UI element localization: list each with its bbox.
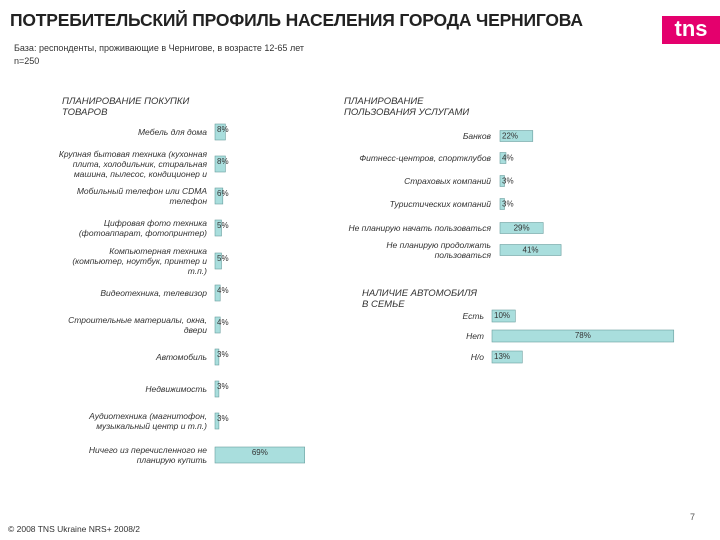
goods-value-label-4: 5% bbox=[217, 254, 229, 263]
goods-category-label-6: Строительные материалы, окна, двери bbox=[68, 315, 207, 335]
services-value-label-2: 3% bbox=[502, 176, 514, 186]
car-category-label-1: Нет bbox=[466, 331, 484, 341]
goods-category-label-10: Ничего из перечисленного не планирую купить bbox=[88, 445, 207, 465]
chart-title-car-line1: НАЛИЧИЕ АВТОМОБИЛЯ bbox=[362, 288, 477, 299]
services-category-label-4: Не планирую начать пользоваться bbox=[348, 223, 491, 233]
services-value-label-5: 41% bbox=[522, 245, 539, 255]
goods-value-label-9: 3% bbox=[217, 414, 229, 423]
services-value-label-0: 22% bbox=[502, 131, 519, 141]
goods-category-label-7: Автомобиль bbox=[155, 352, 207, 362]
car-category-label-2: Н/о bbox=[470, 352, 484, 362]
services-category-label-0: Банков bbox=[462, 131, 491, 141]
goods-value-label-10: 69% bbox=[251, 448, 268, 457]
page-number: 7 bbox=[690, 512, 696, 522]
car-value-label-0: 10% bbox=[494, 311, 511, 320]
car-value-label-2: 13% bbox=[494, 352, 511, 361]
chart-title-goods-line1: ПЛАНИРОВАНИЕ ПОКУПКИ bbox=[62, 96, 190, 107]
goods-value-label-0: 8% bbox=[217, 125, 229, 134]
copyright-footer: © 2008 TNS Ukraine NRS+ 2008/2 bbox=[8, 524, 141, 534]
goods-value-label-5: 4% bbox=[217, 286, 229, 295]
goods-category-label-5: Видеотехника, телевизор bbox=[100, 288, 207, 298]
goods-category-label-8: Недвижимость bbox=[145, 384, 207, 394]
goods-category-label-0: Мебель для дома bbox=[137, 127, 207, 137]
chart-title-services-line2: ПОЛЬЗОВАНИЯ УСЛУГАМИ bbox=[344, 107, 470, 118]
goods-value-label-7: 3% bbox=[217, 350, 229, 359]
chart-title-services-line1: ПЛАНИРОВАНИЕ bbox=[344, 96, 424, 107]
goods-category-label-3: Цифровая фото техника (фотоаппарат, фотопринтер) bbox=[78, 218, 207, 238]
goods-category-label-1: Крупная бытовая техника (кухонная плита, холодильник, стиральная машина, пылесос, кондиционер и bbox=[58, 149, 207, 179]
services-value-label-3: 3% bbox=[502, 199, 514, 209]
services-category-label-2: Страховых компаний bbox=[404, 176, 491, 186]
goods-value-label-3: 5% bbox=[217, 221, 229, 230]
services-value-label-4: 29% bbox=[513, 223, 530, 233]
sample-base-description: База: респонденты, проживающие в Чернигове, в возрасте 12-65 лет bbox=[14, 43, 305, 53]
goods-value-label-8: 3% bbox=[217, 382, 229, 391]
services-category-label-3: Туристических компаний bbox=[389, 199, 491, 209]
goods-value-label-2: 6% bbox=[217, 189, 229, 198]
goods-value-label-1: 8% bbox=[217, 157, 229, 166]
tns-logo: tns bbox=[662, 16, 720, 44]
goods-value-label-6: 4% bbox=[217, 318, 229, 327]
goods-category-label-4: Компьютерная техника (компьютер, ноутбук, принтер и т.п.) bbox=[72, 246, 207, 276]
chart-title-car-line2: В СЕМЬЕ bbox=[362, 299, 405, 310]
car-category-label-0: Есть bbox=[462, 311, 484, 321]
services-value-label-1: 4% bbox=[502, 153, 514, 163]
goods-category-label-2: Мобильный телефон или CDMA телефон bbox=[76, 186, 207, 206]
page-title: ПОТРЕБИТЕЛЬСКИЙ ПРОФИЛЬ НАСЕЛЕНИЯ ГОРОДА ЧЕРНИГОВА bbox=[10, 10, 583, 30]
goods-category-label-9: Аудиотехника (магнитофон, музыкальный центр и т.п.) bbox=[89, 411, 207, 431]
car-value-label-1: 78% bbox=[574, 331, 591, 340]
services-category-label-5: Не планирую продолжать пользоваться bbox=[386, 240, 491, 260]
sample-size: n=250 bbox=[14, 56, 40, 66]
chart-title-goods-line2: ТОВАРОВ bbox=[62, 107, 108, 118]
services-category-label-1: Фитнесс-центров, спортклубов bbox=[359, 153, 491, 163]
